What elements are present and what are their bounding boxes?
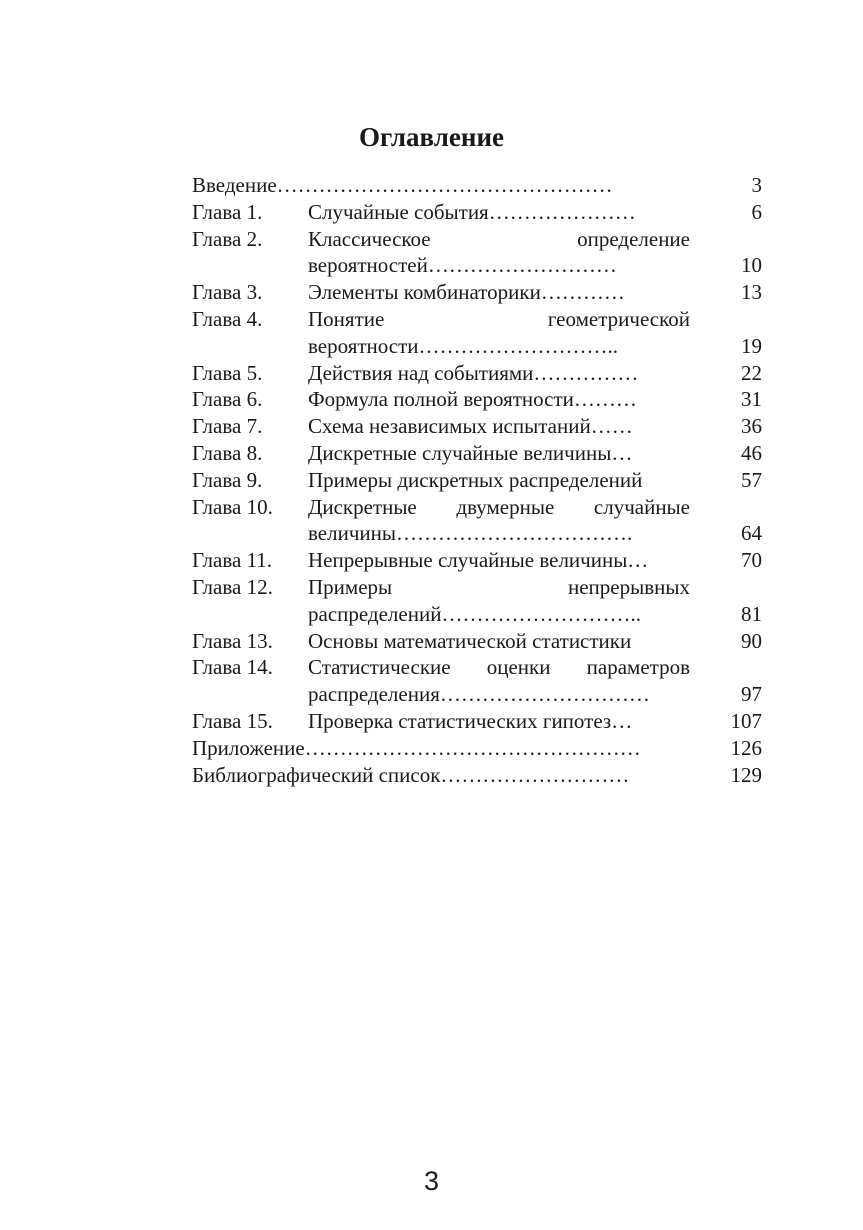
toc-entry-text: Статистические оценки параметров bbox=[308, 655, 690, 680]
toc-entry-text: Приложение………………………………………… bbox=[192, 735, 641, 760]
toc-row-chapter-9 bbox=[192, 467, 762, 494]
toc-chapter-label: Глава 2. bbox=[192, 226, 263, 251]
toc-chapter-label: Глава 5. bbox=[192, 360, 263, 385]
toc-entry-text: Непрерывные случайные величины… bbox=[308, 548, 649, 573]
toc-entry-text: Основы математической статистики bbox=[308, 628, 632, 653]
toc-page-number: 64 bbox=[741, 521, 762, 546]
toc-row-chapter-2-cont bbox=[192, 252, 762, 279]
toc-page-number: 10 bbox=[741, 253, 762, 278]
toc-row-chapter-3 bbox=[192, 279, 762, 306]
toc-page-number: 70 bbox=[741, 548, 762, 573]
toc-page-number: 31 bbox=[741, 387, 762, 412]
toc-page-number: 46 bbox=[741, 440, 762, 465]
page-number: 3 bbox=[423, 1166, 440, 1196]
toc-page-number: 3 bbox=[751, 173, 762, 197]
toc-row-chapter-5 bbox=[192, 360, 762, 387]
toc-row-chapter-11 bbox=[192, 547, 762, 574]
toc-row-chapter-4 bbox=[192, 306, 762, 333]
toc-chapter-label: Глава 14. bbox=[192, 655, 273, 680]
toc-row-chapter-13 bbox=[192, 628, 762, 655]
toc-row-chapter-1 bbox=[192, 199, 762, 226]
toc-entry-text: величины……………………………. bbox=[308, 521, 633, 546]
toc-entry-text: Случайные события………………… bbox=[308, 199, 636, 224]
toc-chapter-label: Глава 15. bbox=[192, 708, 273, 733]
table-of-contents bbox=[192, 172, 762, 788]
toc-entry-text: Примеры дискретных распределений bbox=[308, 467, 643, 492]
toc-entry-text: Классическое определение bbox=[308, 226, 690, 251]
toc-chapter-label: Глава 3. bbox=[192, 280, 263, 305]
toc-chapter-label: Глава 1. bbox=[192, 199, 263, 224]
toc-entry-text: распределений……………………….. bbox=[308, 601, 641, 626]
toc-entry-text: распределения………………………… bbox=[308, 682, 650, 707]
toc-title: Оглавление bbox=[359, 122, 504, 152]
toc-page-number: 36 bbox=[741, 414, 762, 439]
toc-entry-text: вероятности……………………….. bbox=[308, 333, 619, 358]
toc-row-chapter-10-cont bbox=[192, 520, 762, 547]
toc-row-chapter-8 bbox=[192, 440, 762, 467]
toc-entry-text: Действия над событиями…………… bbox=[308, 360, 639, 385]
toc-entry-text: Проверка статистических гипотез… bbox=[308, 708, 633, 733]
toc-row-chapter-4-cont bbox=[192, 333, 762, 360]
toc-chapter-label: Глава 12. bbox=[192, 574, 273, 599]
toc-entry-text: Понятие геометрической bbox=[308, 306, 690, 331]
toc-row-chapter-12 bbox=[192, 574, 762, 601]
toc-entry-text: Дискретные случайные величины… bbox=[308, 440, 633, 465]
toc-entry-text: Схема независимых испытаний…… bbox=[308, 414, 633, 439]
toc-entry-text: Элементы комбинаторики………… bbox=[308, 280, 625, 305]
toc-row-chapter-15 bbox=[192, 708, 762, 735]
toc-row-chapter-14-cont bbox=[192, 681, 762, 708]
toc-page-number: 22 bbox=[741, 360, 762, 385]
toc-page-number: 6 bbox=[751, 199, 762, 224]
toc-page-number: 90 bbox=[741, 628, 762, 653]
toc-page-number: 126 bbox=[730, 735, 762, 760]
toc-page-number: 13 bbox=[741, 280, 762, 305]
toc-chapter-label: Глава 13. bbox=[192, 628, 273, 653]
toc-row-bibliography bbox=[192, 762, 762, 789]
toc-entry-text: вероятностей……………………… bbox=[308, 253, 617, 278]
toc-chapter-label: Глава 11. bbox=[192, 548, 273, 573]
toc-page-number: 19 bbox=[741, 333, 762, 358]
toc-chapter-label: Глава 6. bbox=[192, 387, 263, 412]
toc-chapter-label: Глава 7. bbox=[192, 414, 263, 439]
toc-chapter-label: Глава 4. bbox=[192, 306, 263, 331]
toc-chapter-label: Глава 9. bbox=[192, 467, 263, 492]
toc-page-number: 81 bbox=[741, 601, 762, 626]
toc-chapter-label: Глава 8. bbox=[192, 440, 263, 465]
toc-row-chapter-2 bbox=[192, 226, 762, 253]
toc-row-chapter-10 bbox=[192, 494, 762, 521]
toc-row-intro bbox=[192, 172, 762, 199]
toc-row-chapter-14 bbox=[192, 654, 762, 681]
toc-page-number: 129 bbox=[730, 762, 762, 787]
toc-row-chapter-7 bbox=[192, 413, 762, 440]
toc-page-number: 57 bbox=[741, 467, 762, 492]
toc-row-chapter-12-cont bbox=[192, 601, 762, 628]
toc-row-appendix bbox=[192, 735, 762, 762]
toc-entry-text: Введение………………………………………… bbox=[192, 173, 613, 197]
toc-page-number: 107 bbox=[730, 708, 762, 733]
toc-entry-text: Примеры непрерывных bbox=[308, 574, 690, 599]
toc-entry-text: Дискретные двумерные случайные bbox=[308, 494, 690, 519]
toc-entry-text: Библиографический список……………………… bbox=[192, 762, 630, 787]
toc-page-number: 97 bbox=[741, 682, 762, 707]
toc-entry-text: Формула полной вероятности……… bbox=[308, 387, 637, 412]
toc-row-chapter-6 bbox=[192, 386, 762, 413]
toc-chapter-label: Глава 10. bbox=[192, 494, 273, 519]
